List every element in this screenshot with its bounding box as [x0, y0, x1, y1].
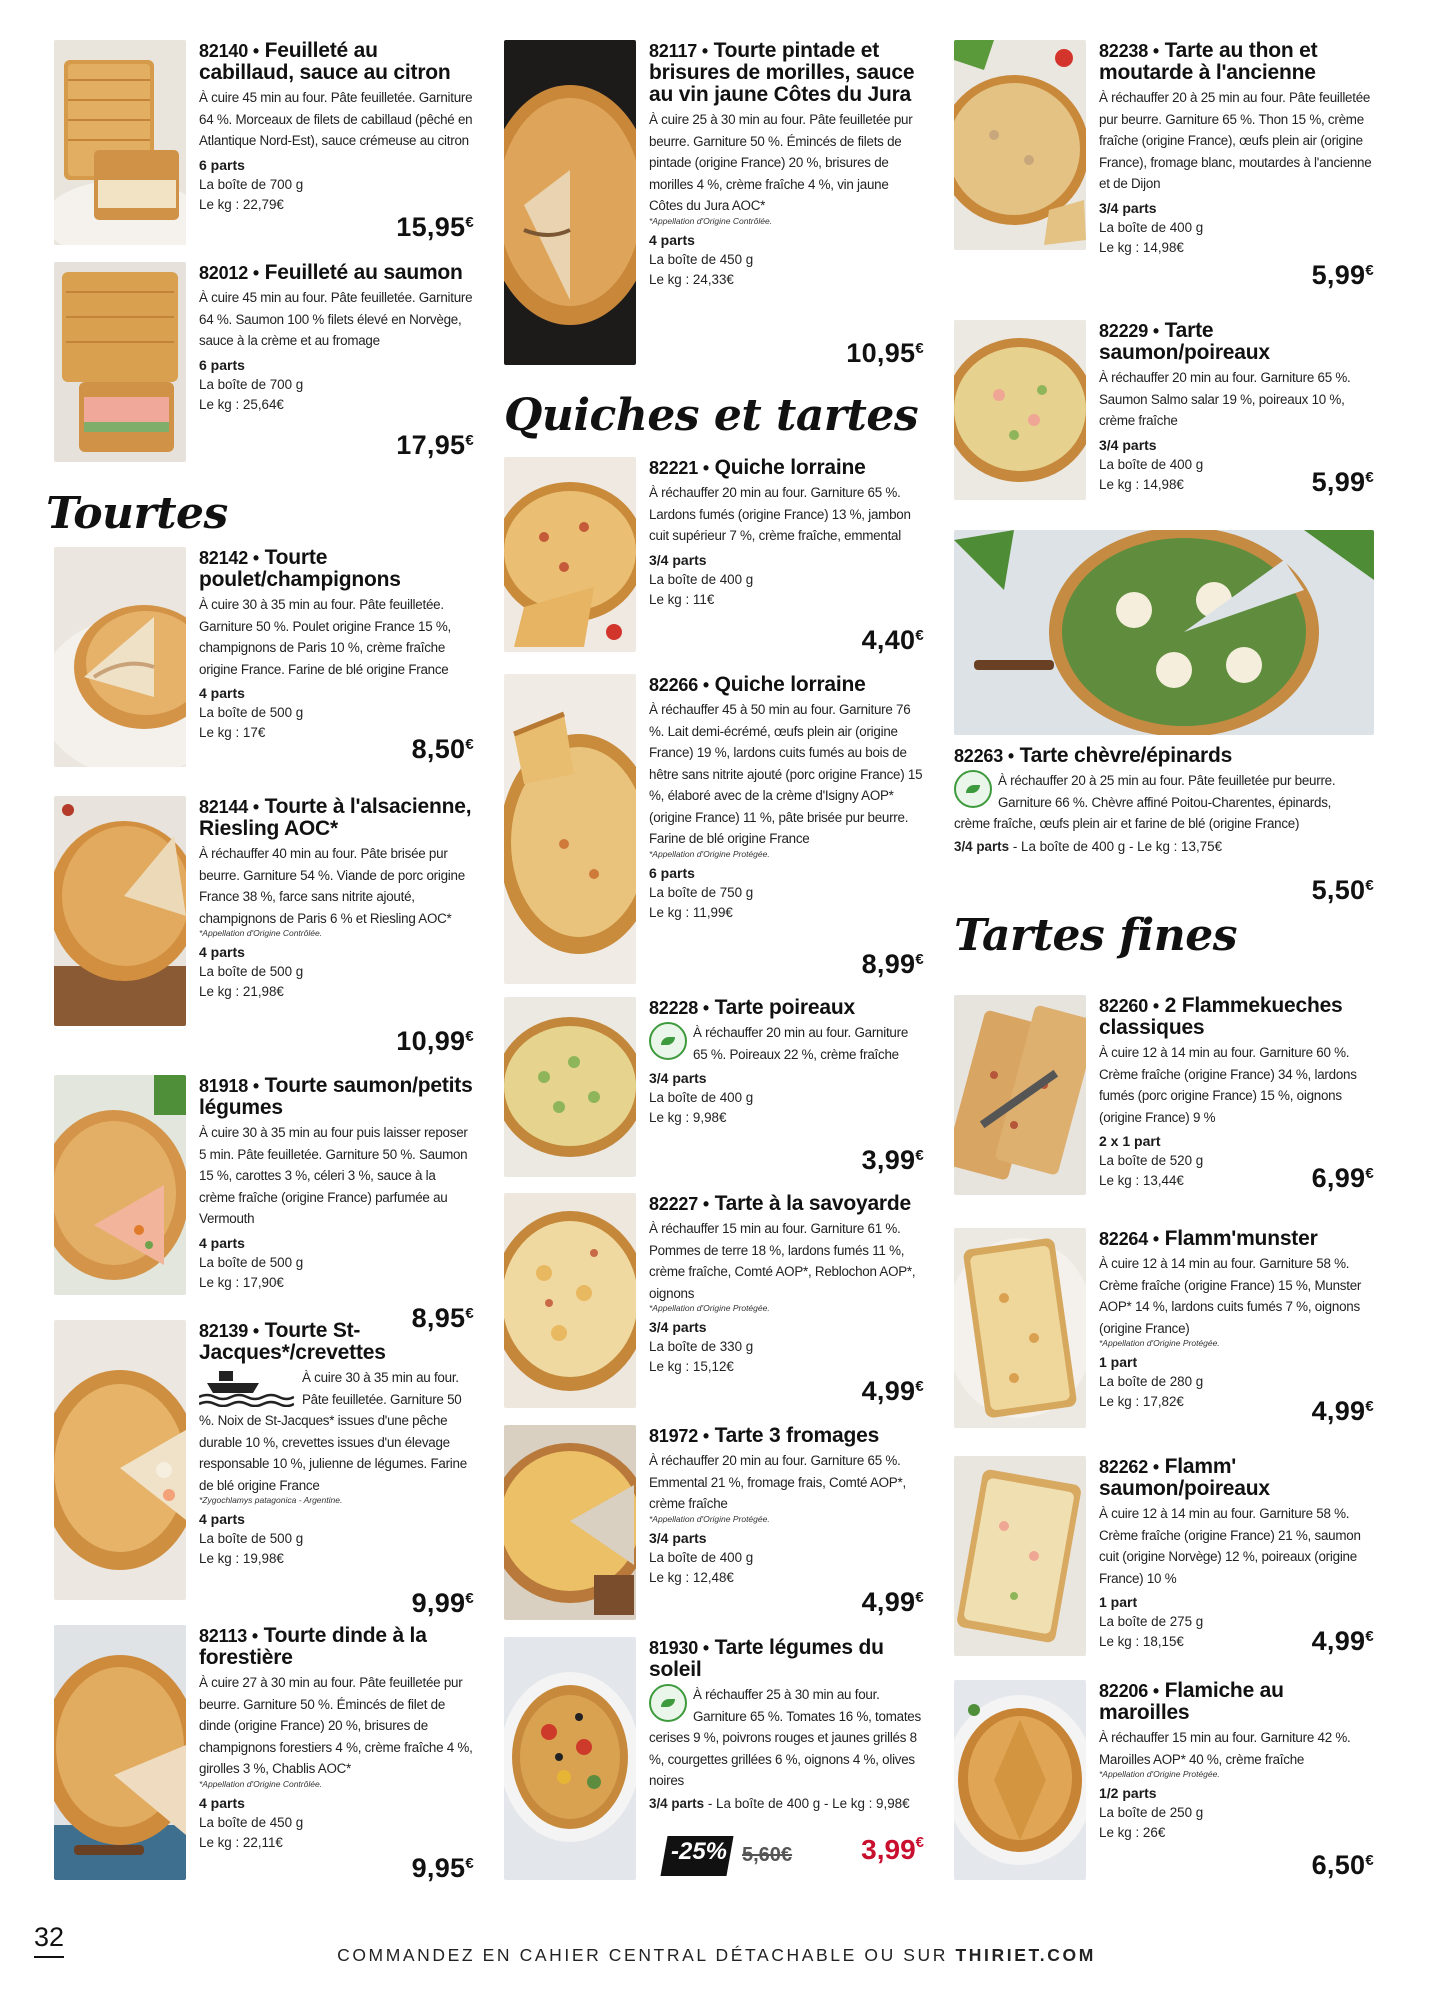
product-box-weight: La boîte de 500 g	[199, 705, 304, 720]
product-code: 82228 •	[649, 998, 709, 1018]
product-description: À cuire 12 à 14 min au four. Garniture 60 %. Crème fraîche (origine France) 34 %, lardons fumés (porc origine France) 15 %, oignons (origine France) 9 %	[1099, 1045, 1357, 1125]
product-parts: 4 parts	[199, 1794, 245, 1811]
product-name: Tourte poulet/champignons	[199, 546, 401, 591]
product-box-weight: La boîte de 250 g	[1099, 1805, 1204, 1820]
product-name: Feuilleté au cabillaud, sauce au citron	[199, 39, 451, 84]
product-price: 4,99€	[861, 1376, 924, 1406]
product-description: À réchauffer 20 à 25 min au four. Pâte feuilletée pur beurre. Garniture 65 %. Thon 15 %, crème fraîche (origine France), œufs plein air (origine France), fromage blanc, moutardes à l'ancienne et de Dijon	[1099, 90, 1372, 191]
product-photo-wide	[954, 530, 1374, 735]
product-82264[interactable]	[954, 1228, 1374, 1438]
product-price-per-kg: Le kg : 14,98€	[1099, 476, 1184, 492]
product-description: À réchauffer 45 à 50 min au four. Garniture 76 %. Lait demi-écrémé, œufs plein air (origine France) 19 %, lardons cuits fumés au bois de hêtre sans nitrite ajouté (porc origine France) 15 %, élaboré avec de la crème d'Isigny AOP* (origine France) 11 %, pâte brisée pur beurre. Farine de blé origine France	[649, 702, 923, 846]
product-code: 82113 •	[199, 1626, 258, 1646]
product-parts: 3/4 parts	[649, 1319, 707, 1335]
footer-order-info	[0, 1945, 1433, 1966]
product-price-per-kg: Le kg : 9,98€	[649, 1110, 727, 1125]
product-price: 4,99€	[861, 1587, 924, 1617]
product-photo	[954, 1456, 1086, 1656]
product-footnote: *Appellation d'Origine Contrôlée.	[199, 928, 323, 938]
product-parts: 4 parts	[199, 685, 245, 701]
product-parts: 3/4 parts	[649, 551, 707, 568]
old-price: 5,60€	[742, 1844, 793, 1866]
product-box-weight: La boîte de 280 g	[1099, 1374, 1204, 1389]
product-box-weight: La boîte de 400 g	[1099, 219, 1204, 235]
product-photo	[54, 262, 186, 462]
product-photo	[54, 796, 186, 1026]
product-footnote: *Appellation d'Origine Protégée.	[649, 848, 770, 859]
product-price-per-kg: Le kg : 15,12€	[649, 1359, 734, 1374]
product-name: Tarte saumon/poireaux	[1099, 319, 1270, 364]
product-description: À réchauffer 40 min au four. Pâte brisée pur beurre. Garniture 54 %. Viande de porc origine France 38 %, farce sans nitrite ajouté, champignons de Paris 6 % et Riesling AOC*	[199, 846, 465, 926]
product-description: À réchauffer 15 min au four. Garniture 42 %. Maroilles AOP* 40 %, crème fraîche	[1099, 1730, 1351, 1767]
product-description: À réchauffer 25 à 30 min au four. Garniture 65 %. Tomates 16 %, tomates cerises 9 %, poivrons rouges et jaunes grillés 8 %, courgettes grillées 6 %, oignons 4 %, olives noires	[649, 1684, 924, 1792]
product-parts: 3/4 parts	[649, 1529, 707, 1546]
product-parts: 6 parts	[199, 356, 245, 373]
product-description: À cuire 45 min au four. Pâte feuilletée. Garniture 64 %. Saumon 100 % filets élevé en Norvège, sauce à la crème et au fromage	[199, 290, 473, 348]
page-number: 32	[34, 1922, 65, 1952]
product-photo	[54, 547, 186, 767]
product-parts: 4 parts	[199, 1511, 245, 1527]
product-82238[interactable]	[954, 39, 1374, 290]
product-price-per-kg: Le kg : 25,64€	[199, 396, 284, 412]
product-price-per-kg: Le kg : 26€	[1099, 1825, 1166, 1840]
product-price-per-kg: Le kg : 19,98€	[199, 1551, 284, 1566]
product-price: 9,99€	[411, 1588, 474, 1618]
product-price-per-kg: Le kg : 12,48€	[649, 1569, 734, 1585]
product-footnote: *Zygochlamys patagonica - Argentine.	[199, 1495, 343, 1505]
product-price: 6,50€	[1311, 1850, 1374, 1880]
product-name: Tarte chèvre/épinards	[1019, 744, 1233, 767]
product-price: 10,95€	[846, 338, 924, 368]
product-code: 82012 •	[199, 263, 259, 283]
product-description: À réchauffer 20 min au four. Garniture 65 %. Poireaux 22 %, crème fraîche	[649, 1022, 924, 1065]
product-description: À cuire 25 à 30 min au four. Pâte feuilletée pur beurre. Garniture 50 %. Émincés de filets de pintade (origine France) 20 %, brisures de morilles 4 %, crème fraîche 4 %, vin jaune Côtes du Jura AOC*	[649, 112, 913, 213]
footer-website-link[interactable]: THIRIET.COM	[955, 1945, 1096, 1965]
product-name: Tarte au thon et moutarde à l'ancienne	[1099, 39, 1318, 84]
product-name: Tarte légumes du soleil	[649, 1636, 884, 1681]
vegetarian-label-icon	[649, 1022, 687, 1060]
product-price: 9,95€	[411, 1853, 474, 1883]
product-footnote: *Appellation d'Origine Contrôlée.	[199, 1778, 323, 1789]
product-82206[interactable]	[954, 1680, 1374, 1885]
product-photo	[54, 40, 186, 245]
product-price-per-kg: Le kg : 22,79€	[199, 196, 284, 212]
product-name: Tourte à l'alsacienne, Riesling AOC*	[199, 795, 472, 840]
product-name: Feuilleté au saumon	[264, 261, 463, 284]
product-name: Tourte saumon/petits légumes	[199, 1074, 473, 1119]
product-82229[interactable]	[954, 320, 1374, 505]
product-name: 2 Flammekueches classiques	[1099, 994, 1343, 1039]
product-photo	[954, 995, 1086, 1195]
product-82221[interactable]	[504, 457, 924, 657]
section-title-tartes-fines: Tartes fines	[954, 910, 1238, 961]
product-82228[interactable]	[504, 997, 924, 1182]
product-price: 4,99€	[1311, 1396, 1374, 1426]
product-photo	[954, 1228, 1086, 1428]
product-parts: 1/2 parts	[1099, 1785, 1157, 1801]
product-description: À réchauffer 20 min au four. Garniture 65 %. Saumon Salmo salar 19 %, poireaux 10 %, crème fraîche	[1099, 370, 1351, 428]
product-81930[interactable]	[504, 1637, 924, 1882]
product-parts: 1 part	[1099, 1354, 1138, 1370]
product-price-per-kg: Le kg : 24,33€	[649, 271, 734, 287]
product-parts: 6 parts	[649, 864, 695, 881]
product-code: 82144 •	[199, 797, 259, 817]
product-code: 82227 •	[649, 1194, 709, 1214]
product-code: 82117 •	[649, 41, 708, 61]
product-price: 6,99€	[1311, 1163, 1374, 1193]
section-title-quiches: Quiches et tartes	[504, 390, 919, 441]
product-82117[interactable]	[504, 40, 924, 370]
product-82142[interactable]	[54, 547, 474, 767]
product-name: Flamm' saumon/poireaux	[1099, 1455, 1270, 1500]
product-code: 82238 •	[1099, 41, 1159, 61]
product-code: 82263 •	[954, 746, 1014, 766]
product-photo	[504, 40, 636, 365]
product-name: Tourte pintade et brisures de morilles, sauce au vin jaune Côtes du Jura	[649, 39, 915, 106]
product-price: 8,95€	[411, 1303, 474, 1333]
product-name: Quiche lorraine	[714, 673, 866, 696]
product-parts: 6 parts	[199, 156, 245, 173]
product-description: À réchauffer 20 min au four. Garniture 65 %. Lardons fumés (origine France) 13 %, jambon cuit supérieur 7 %, crème fraîche, emmental	[649, 485, 911, 543]
product-box-weight: La boîte de 450 g	[199, 1814, 304, 1830]
product-price: 4,40€	[861, 625, 924, 655]
product-description: À cuire 30 à 35 min au four. Pâte feuilletée. Garniture 50 %. Noix de St-Jacques* issues d'une pêche durable 10 %, crevettes issues d'un élevage responsable 10 %, julienne de légumes. Farine de blé origine France	[199, 1367, 474, 1496]
product-description: À réchauffer 15 min au four. Garniture 61 %. Pommes de terre 18 %, lardons fumés 11 %, crème fraîche, Comté AOP*, Reblochon AOP*, oignons	[649, 1221, 916, 1301]
product-footnote: *Appellation d'Origine Protégée.	[649, 1513, 770, 1524]
product-photo	[54, 1625, 186, 1880]
product-photo	[504, 997, 636, 1177]
product-price: 3,99€	[861, 1834, 924, 1865]
product-82260[interactable]	[954, 995, 1374, 1205]
product-code: 82221 •	[649, 458, 709, 478]
product-price-per-kg: Le kg : 17,90€	[199, 1274, 284, 1290]
product-price: 10,99€	[396, 1026, 474, 1056]
product-description: À cuire 12 à 14 min au four. Garniture 58 %. Crème fraîche (origine France) 15 %, Munster AOP* 14 %, lardons cuits fumés 7 %, oignons (origine France)	[1099, 1256, 1362, 1336]
product-name: Tarte 3 fromages	[714, 1424, 880, 1447]
footer-text: COMMANDEZ EN CAHIER CENTRAL DÉTACHABLE OU SUR	[337, 1945, 956, 1965]
product-parts: 2 x 1 part	[1099, 1133, 1161, 1149]
product-82139[interactable]	[54, 1319, 474, 1618]
product-photo	[954, 40, 1086, 250]
product-photo	[54, 1075, 186, 1295]
product-box-weight: La boîte de 700 g	[199, 176, 304, 192]
product-box-weight: La boîte de 500 g	[199, 1531, 304, 1546]
product-parts: 3/4 parts	[1099, 436, 1157, 453]
product-footnote: *Appellation d'Origine Protégée.	[1099, 1338, 1220, 1348]
product-parts: 3/4 parts	[1099, 199, 1157, 216]
product-name: Flamiche au maroilles	[1099, 1679, 1284, 1724]
product-price-per-kg: Le kg : 13,44€	[1099, 1173, 1184, 1188]
product-photo	[504, 674, 636, 984]
product-price-per-kg: Le kg : 17,82€	[1099, 1394, 1184, 1409]
product-price: 5,99€	[1311, 467, 1374, 497]
product-code: 82262 •	[1099, 1457, 1159, 1477]
product-82012[interactable]	[54, 262, 474, 472]
product-81972[interactable]	[504, 1425, 924, 1625]
promo-price-block	[664, 1832, 924, 1882]
product-code: 82229 •	[1099, 321, 1159, 341]
product-price: 3,99€	[861, 1145, 924, 1175]
product-82140[interactable]	[54, 40, 474, 250]
product-footnote: *Appellation d'Origine Contrôlée.	[649, 215, 773, 226]
product-price-per-kg: Le kg : 17€	[199, 725, 266, 740]
product-code: 82142 •	[199, 548, 259, 568]
product-code: 82139 •	[199, 1321, 259, 1341]
product-price-per-kg: Le kg : 14,98€	[1099, 239, 1184, 255]
product-parts: 4 parts	[199, 944, 245, 960]
product-box-weight: La boîte de 400 g	[649, 571, 754, 587]
product-photo	[504, 457, 636, 652]
product-name: Quiche lorraine	[714, 456, 866, 479]
product-box-weight: La boîte de 520 g	[1099, 1153, 1204, 1168]
product-price: 4,99€	[1311, 1626, 1374, 1656]
product-parts: 3/4 parts	[649, 1070, 707, 1086]
product-price: 8,99€	[861, 949, 924, 979]
product-price: 15,95€	[396, 212, 474, 242]
product-82144[interactable]	[54, 795, 474, 1056]
vegetarian-label-icon	[649, 1684, 687, 1722]
product-code: 82264 •	[1099, 1229, 1159, 1249]
product-code: 82206 •	[1099, 1681, 1159, 1701]
product-box-weight: La boîte de 400 g	[649, 1549, 754, 1565]
product-82263[interactable]	[954, 530, 1374, 930]
product-description: À cuire 30 à 35 min au four puis laisser reposer 5 min. Pâte feuilletée. Garniture 50 %. Saumon 15 %, carottes 3 %, céleri 3 %, sauce à la crème fraîche (origine France) parfumée au Vermouth	[199, 1125, 468, 1226]
product-box-weight: La boîte de 275 g	[1099, 1614, 1204, 1629]
product-name: Tarte à la savoyarde	[714, 1192, 912, 1215]
product-box-weight: La boîte de 500 g	[199, 964, 304, 979]
product-82262[interactable]	[954, 1456, 1374, 1666]
sustainable-fishing-boat-icon	[199, 1367, 294, 1407]
product-code: 82140 •	[199, 41, 259, 61]
product-description: À cuire 30 à 35 min au four. Pâte feuilletée. Garniture 50 %. Poulet origine France 15 %, champignons de Paris 10 %, crème fraîche origine France. Farine de blé origine France	[199, 597, 451, 677]
product-price: 8,50€	[411, 734, 474, 764]
product-code: 81972 •	[649, 1426, 709, 1446]
product-photo	[954, 320, 1086, 500]
product-82227[interactable]	[504, 1193, 924, 1413]
product-box-weight: La boîte de 400 g	[649, 1090, 754, 1105]
product-price-per-kg: Le kg : 11,99€	[649, 904, 733, 920]
product-code: 81930 •	[649, 1638, 709, 1658]
promo-discount: -25%	[670, 1838, 728, 1865]
product-price: 17,95€	[396, 430, 474, 460]
product-photo	[54, 1320, 186, 1600]
product-box-weight: La boîte de 450 g	[649, 251, 754, 267]
product-box-weight: La boîte de 330 g	[649, 1339, 754, 1354]
product-price-per-kg: Le kg : 11€	[649, 591, 715, 607]
product-photo	[504, 1637, 636, 1880]
product-description: À cuire 12 à 14 min au four. Garniture 58 %. Crème fraîche (origine France) 21 %, saumon cuit (origine Norvège) 12 %, poireaux (origine France) 10 %	[1099, 1506, 1361, 1586]
product-box-weight: La boîte de 500 g	[199, 1254, 304, 1270]
product-description: À cuire 45 min au four. Pâte feuilletée. Garniture 64 %. Morceaux de filets de cabillaud (pêché en Atlantique Nord-Est), sauce crémeuse au citron	[199, 90, 473, 148]
product-name: Tourte St-Jacques*/crevettes	[199, 1319, 386, 1364]
product-footnote: *Appellation d'Origine Protégée.	[649, 1303, 770, 1313]
product-name: Flamm'munster	[1164, 1227, 1318, 1250]
product-parts: 4 parts	[199, 1234, 245, 1251]
product-photo	[504, 1425, 636, 1620]
product-name: Tourte dinde à la forestière	[199, 1624, 427, 1669]
product-box-weight: La boîte de 750 g	[649, 884, 754, 900]
product-footnote: *Appellation d'Origine Protégée.	[1099, 1769, 1220, 1779]
product-price: 5,99€	[1311, 260, 1374, 290]
product-photo	[504, 1193, 636, 1408]
vegetarian-label-icon	[954, 770, 992, 808]
product-82266[interactable]	[504, 674, 924, 984]
product-parts-box-kg: 3/4 parts - La boîte de 400 g - Le kg : 13,75€	[954, 838, 1223, 854]
product-code: 82266 •	[649, 675, 709, 695]
product-parts: 1 part	[1099, 1594, 1138, 1610]
product-name: Tarte poireaux	[714, 996, 855, 1019]
product-parts: 4 parts	[649, 231, 695, 248]
product-82113[interactable]	[54, 1625, 474, 1885]
product-box-weight: La boîte de 400 g	[1099, 456, 1204, 472]
product-description: À réchauffer 20 à 25 min au four. Pâte feuilletée pur beurre. Garniture 66 %. Chèvre affiné Poitou-Charentes, épinards, crème fraîche, œufs plein air et farine de blé (origine France)	[954, 770, 1339, 835]
product-price-per-kg: Le kg : 22,11€	[199, 1834, 283, 1850]
product-parts-box-kg: 3/4 parts - La boîte de 400 g - Le kg : 9,98€	[649, 1795, 910, 1811]
product-price: 5,50€	[1311, 875, 1374, 905]
product-photo	[954, 1680, 1086, 1880]
product-code: 82260 •	[1099, 996, 1159, 1016]
product-description: À réchauffer 20 min au four. Garniture 65 %. Emmental 21 %, fromage frais, Comté AOP*, crème fraîche	[649, 1453, 906, 1511]
product-price-per-kg: Le kg : 21,98€	[199, 984, 284, 999]
section-title-tourtes: Tourtes	[46, 488, 228, 539]
product-code: 81918 •	[199, 1076, 259, 1096]
product-box-weight: La boîte de 700 g	[199, 376, 304, 392]
product-description: À cuire 27 à 30 min au four. Pâte feuilletée pur beurre. Garniture 50 %. Émincés de filet de dinde (origine France) 20 %, brisures de champignons forestiers 4 %, crème fraîche 4 %, girolles 3 %, Chablis AOC*	[199, 1675, 473, 1776]
product-price-per-kg: Le kg : 18,15€	[1099, 1634, 1184, 1649]
